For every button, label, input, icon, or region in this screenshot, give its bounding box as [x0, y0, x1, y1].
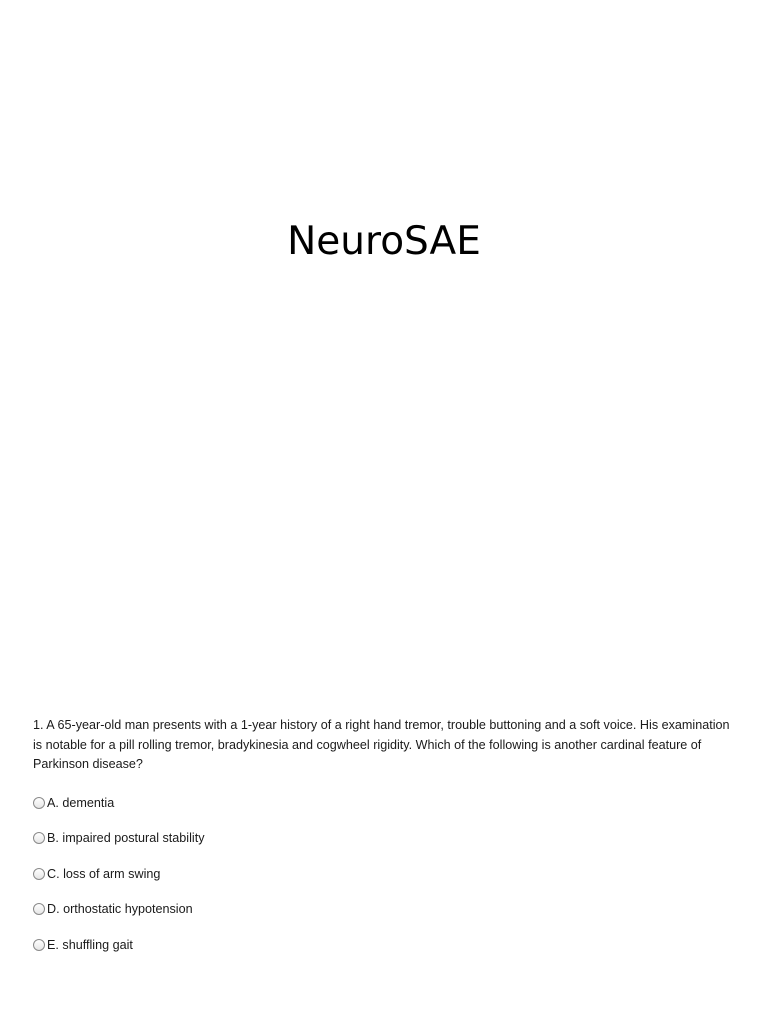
question-text: 1. A 65-year-old man presents with a 1-year history of a right hand tremor, trouble buttoning and a soft voice. His examination is notable for a pill rolling tremor, bradykinesia and cogwheel rigidity. Which of the following is another cardinal feature of Parkinson disease?	[33, 718, 730, 771]
option-label: E. shuffling gait	[47, 937, 133, 952]
option-label: D. orthostatic hypotension	[47, 902, 193, 916]
radio-button-icon[interactable]	[33, 903, 45, 915]
option-a[interactable]	[33, 793, 733, 813]
option-c[interactable]	[33, 864, 733, 884]
radio-button-icon[interactable]	[33, 939, 45, 951]
option-label: B. impaired postural stability	[47, 831, 205, 845]
radio-button-icon[interactable]	[33, 797, 45, 809]
page-title: NeuroSAE	[287, 219, 481, 264]
radio-button-icon[interactable]	[33, 868, 45, 880]
option-label: C. loss of arm swing	[47, 866, 161, 881]
question-block	[33, 716, 733, 970]
option-e[interactable]	[33, 935, 733, 955]
option-d[interactable]	[33, 899, 733, 919]
option-label: A. dementia	[47, 795, 115, 810]
answer-options	[33, 793, 733, 955]
option-b[interactable]	[33, 828, 733, 848]
radio-button-icon[interactable]	[33, 832, 45, 844]
